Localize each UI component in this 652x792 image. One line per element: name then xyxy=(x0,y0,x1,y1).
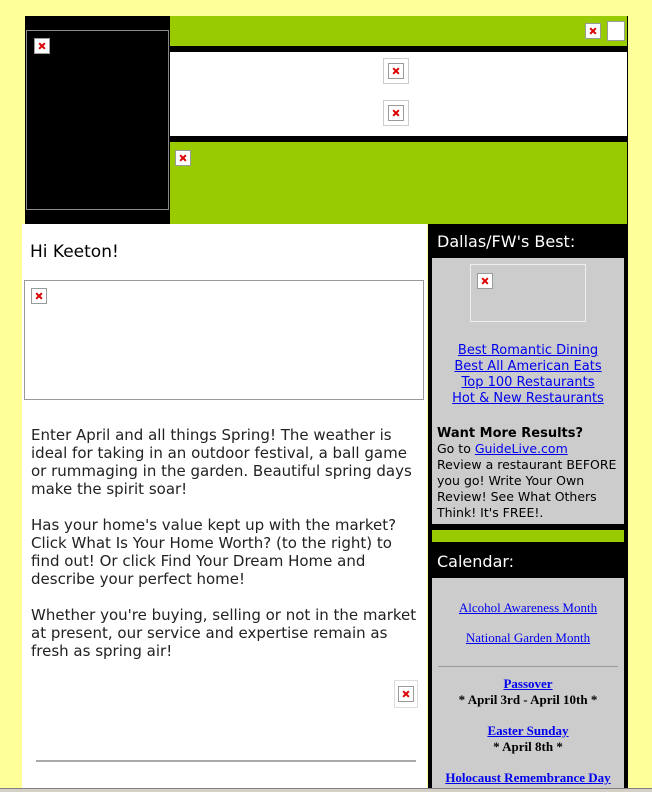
green-divider xyxy=(432,530,624,542)
link-guidelive[interactable]: GuideLive.com xyxy=(474,441,568,456)
greeting-heading: Hi Keeton! xyxy=(30,242,119,262)
link-passover[interactable]: Passover xyxy=(503,676,553,691)
header-banner xyxy=(25,16,628,224)
link-hot-new-restaurants[interactable]: Hot & New Restaurants xyxy=(452,391,604,406)
link-national-garden-month[interactable]: National Garden Month xyxy=(465,630,591,645)
best-of-panel xyxy=(432,258,624,524)
best-of-heading: Dallas/FW's Best: xyxy=(437,232,576,251)
broken-image-icon xyxy=(585,23,601,39)
header-corner-image xyxy=(607,21,625,41)
promo-image-frame xyxy=(24,280,424,400)
broken-image-icon xyxy=(398,686,414,702)
paragraph: Has your home's value kept up with the market? Click What Is Your Home Worth? (to the right) to find out! Or click Find Your Dream Home and describe your perfect home! xyxy=(31,516,397,588)
link-alcohol-awareness-month[interactable]: Alcohol Awareness Month xyxy=(458,600,598,615)
review-text: Review a restaurant BEFORE you go! Write Your Own Review! See What Others Think! It's FREE!. xyxy=(437,457,617,520)
logo-image xyxy=(26,30,169,210)
divider xyxy=(36,760,416,762)
calendar-panel xyxy=(432,578,624,792)
newsletter-body xyxy=(31,426,423,678)
link-best-romantic-dining[interactable]: Best Romantic Dining xyxy=(457,343,599,358)
nav-image-cell[interactable] xyxy=(383,58,409,84)
header-middle-strip xyxy=(170,52,627,136)
event-date: * April 8th * xyxy=(493,739,563,754)
broken-image-icon xyxy=(477,273,493,289)
more-results-heading: Want More Results? xyxy=(437,426,584,441)
calendar-divider xyxy=(438,666,618,667)
best-of-image xyxy=(470,264,586,322)
link-best-american-eats[interactable]: Best All American Eats xyxy=(454,359,602,374)
broken-image-icon xyxy=(388,105,404,121)
paragraph: Enter April and all things Spring! The weather is ideal for taking in an outdoor festival, a ball game or rummaging in the garden. Beautiful spring days make the spirit soar! xyxy=(31,426,412,498)
header-bottom-bar xyxy=(170,142,627,224)
sidebar xyxy=(428,224,628,792)
broken-image-icon xyxy=(175,150,191,166)
broken-image-icon xyxy=(34,38,50,54)
paragraph: Whether you're buying, selling or not in the market at present, our service and expertise remain as fresh as spring air! xyxy=(31,606,417,660)
header-top-bar xyxy=(170,16,627,46)
broken-image-icon xyxy=(388,63,404,79)
link-holocaust-remembrance-day[interactable]: Holocaust Remembrance Day xyxy=(445,770,611,785)
main-content xyxy=(22,224,427,792)
status-bar xyxy=(0,788,652,792)
calendar-heading: Calendar: xyxy=(437,552,515,571)
broken-image-icon xyxy=(31,288,47,304)
link-top-100-restaurants[interactable]: Top 100 Restaurants xyxy=(461,375,595,390)
event-date: * April 3rd - April 10th * xyxy=(458,692,598,707)
link-easter-sunday[interactable]: Easter Sunday xyxy=(487,723,569,738)
go-to-label: Go to xyxy=(437,441,475,456)
footer-image-cell xyxy=(394,680,418,708)
nav-image-cell[interactable] xyxy=(383,100,409,126)
